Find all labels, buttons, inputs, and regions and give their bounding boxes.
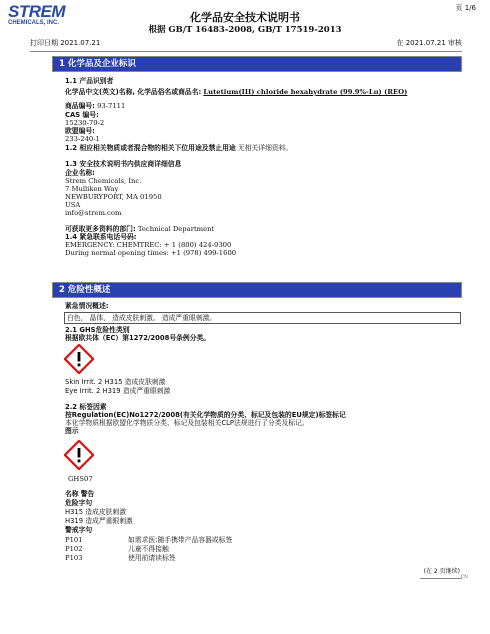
footer-divider: [420, 578, 462, 579]
logo-sub-text: CHEMICALS, INC.: [8, 20, 59, 26]
emergency-overview-box: [64, 312, 461, 324]
exclamation-mark-icon: [64, 440, 94, 470]
uses-value: 无相关详细资料。: [237, 144, 293, 152]
product-id-title: 1.1 产品识别者: [65, 77, 114, 85]
company-line: USA: [65, 201, 81, 209]
signal-word-row: [65, 490, 94, 498]
precaution-code: P101: [65, 536, 83, 544]
product-number-label: 商品编号:: [65, 102, 95, 110]
emergency-overview-label: 紧急情况概述:: [65, 302, 109, 310]
ec-label: 欧盟编号:: [65, 127, 95, 135]
hazard-class-line: Eye Irrit. 2 H319 造成严重眼刺激: [65, 387, 171, 395]
language-tag: CN: [460, 575, 468, 580]
cas-value: 15230-79-2: [65, 119, 105, 127]
ghs-code: GHS07: [68, 475, 93, 483]
continued-note: (在 2 页继续): [423, 568, 460, 575]
print-date: 打印日期 2021.07.21: [30, 39, 101, 47]
company-label: 企业名称:: [65, 169, 95, 177]
hazard-statement: H315 造成皮肤刺激: [65, 508, 127, 516]
header-divider: [30, 51, 462, 52]
uses-label: 1.2 相应相关物质或者混合物的相关下位用途及禁止用途: [65, 144, 236, 152]
emergency-overview-value: 白色， 晶体， 造成皮肤刺激。 造成严重眼刺激。: [67, 314, 217, 322]
logo-main-text: STREM: [8, 2, 65, 21]
precaution-text: 儿童不得接触: [128, 545, 169, 553]
section-2-header-box: [52, 282, 462, 298]
hazard-statements-title: 危险字句: [65, 499, 93, 507]
info-dept-value: Technical Department: [137, 225, 215, 233]
company-line: 7 Mulliken Way: [65, 185, 119, 193]
info-dept-label: 可获取更多资料的部门:: [65, 225, 136, 233]
company-email: info@strem.com: [65, 209, 122, 217]
document-standard: 根据 GB/T 16483-2008, GB/T 17519-2013: [148, 25, 342, 35]
product-number-row: [65, 102, 125, 110]
precaution-code: P102: [65, 545, 83, 553]
ghs-class-text: 根据欧共体（EC）第1272/2008号条例分类。: [65, 334, 211, 342]
emergency-title: 1.4 紧急联系电话号码:: [65, 233, 137, 241]
precaution-code: P103: [65, 554, 83, 562]
hazard-class-line: Skin Irrit. 2 H315 造成皮肤刺激: [65, 378, 166, 386]
document-title: 化学品安全技术说明书: [190, 11, 300, 24]
product-number-value: 93-7111: [97, 102, 126, 110]
precaution-text: 使用前请读标签: [128, 554, 176, 562]
company-line: NEWBURYPORT, MA 01950: [65, 193, 162, 201]
signal-word-label: 名称: [65, 490, 79, 498]
product-name-value: Lutetium(III) chloride hexahydrate (99.9%-Lu) (REO): [203, 88, 408, 96]
review-date: 在 2021.07.21 审核: [396, 39, 462, 47]
emergency-line: EMERGENCY: CHEMTREC: + 1 (800) 424-9300: [65, 241, 232, 249]
pictogram-label: 图示: [65, 427, 79, 435]
company-line: Strem Chemicals, Inc.: [65, 177, 142, 185]
label-elements-title: 2.2 标签因素: [65, 403, 107, 411]
page-number: 页 1/6: [455, 4, 476, 12]
ec-value: 233-240-1: [65, 135, 100, 143]
section-2-heading: 2 危险性概述: [53, 283, 461, 297]
section-1-heading: 1 化学品及企业标识: [53, 57, 461, 71]
uses-row: [65, 144, 292, 152]
product-name-label: 化学品中文(英文)名称, 化学品俗名或商品名:: [65, 88, 202, 96]
label-note: 本化学物质根据欧盟化学物质分类、标记及包装相关CLP法规进行了分类及标记。: [65, 419, 309, 427]
hazard-statement: H319 造成严重眼刺激: [65, 517, 133, 525]
precaution-text: 如需求医:随手携带产品容器或标签: [128, 536, 233, 544]
product-name-row: [65, 88, 407, 96]
section-1-header-box: [52, 56, 462, 72]
precaution-title: 警戒字句: [65, 526, 93, 534]
emergency-line: During normal opening times: +1 (978) 499-1600: [65, 249, 237, 257]
label-regulation: 按Regulation(EC)No1272/2008(有关化学物质的分类、标记及包装的EU规定)标签标记: [65, 411, 346, 419]
signal-word-value: 警告: [80, 490, 95, 498]
cas-label: CAS 编号:: [65, 111, 99, 119]
exclamation-mark-icon: [64, 344, 94, 374]
supplier-title: 1.3 安全技术说明书内供应商详细信息: [65, 160, 182, 168]
ghs-class-title: 2.1 GHS危险性类别: [65, 326, 130, 334]
